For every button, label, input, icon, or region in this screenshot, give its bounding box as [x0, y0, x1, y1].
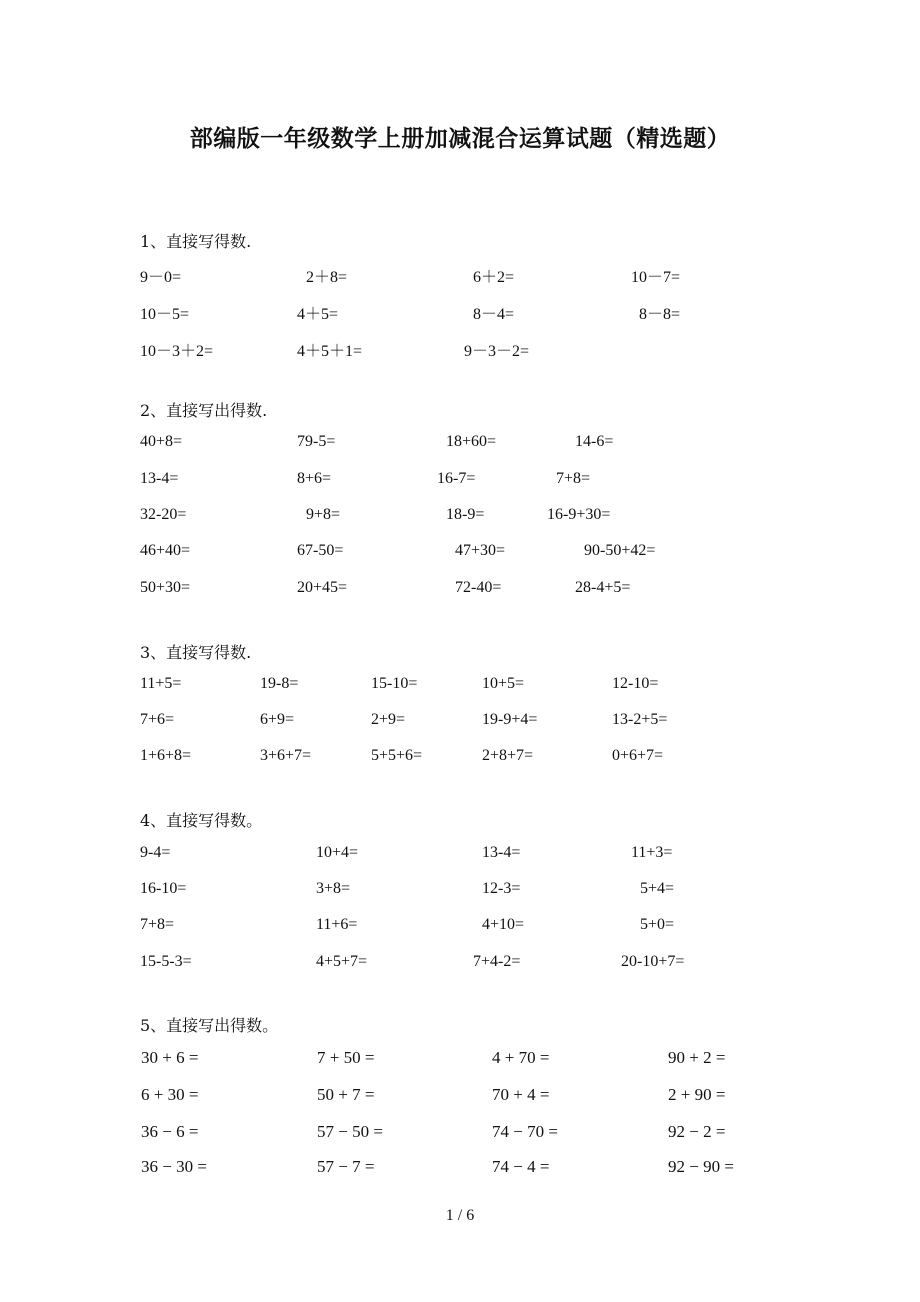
problem: 19-8=	[260, 675, 299, 692]
section-heading: 2、直接写出得数.	[140, 401, 268, 420]
problem: 36 − 30 =	[141, 1157, 207, 1176]
problem: 8+6=	[297, 470, 332, 487]
problem: 10+5=	[482, 675, 525, 692]
problem: 92 − 2 =	[668, 1122, 726, 1141]
section-heading: 4、直接写得数。	[140, 811, 263, 830]
problem: 46+40=	[140, 542, 191, 559]
problem: 74 − 70 =	[492, 1122, 558, 1141]
problem: 57 − 50 =	[317, 1122, 383, 1141]
problem: 18+60=	[446, 433, 497, 450]
problem: 15-10=	[371, 675, 418, 692]
problem: 30 + 6 =	[141, 1048, 199, 1067]
problem: 50+30=	[140, 579, 191, 596]
problem: 70 + 4 =	[492, 1085, 550, 1104]
problem: 36 − 6 =	[141, 1122, 199, 1141]
problem: 20+45=	[297, 579, 348, 596]
problem: 13-2+5=	[612, 711, 668, 728]
problem: 7 + 50 =	[317, 1048, 375, 1067]
problem: 10－7=	[631, 269, 681, 286]
problem: 4+10=	[482, 916, 525, 933]
section-heading: 1、直接写得数.	[140, 232, 252, 251]
problem: 7+8=	[140, 916, 175, 933]
page-number: 1 / 6	[445, 1207, 475, 1224]
problem: 2+9=	[371, 711, 406, 728]
problem: 15-5-3=	[140, 953, 192, 970]
problem: 8－4=	[473, 306, 515, 323]
problem: 9－3－2=	[464, 343, 530, 360]
problem: 0+6+7=	[612, 747, 664, 764]
problem: 9+8=	[306, 506, 341, 523]
problem: 16-9+30=	[547, 506, 611, 523]
problem: 14-6=	[575, 433, 614, 450]
problem: 13-4=	[140, 470, 179, 487]
problem: 32-20=	[140, 506, 187, 523]
problem: 5+0=	[640, 916, 675, 933]
problem: 2+8+7=	[482, 747, 534, 764]
problem: 47+30=	[455, 542, 506, 559]
problem: 11+6=	[316, 916, 358, 933]
problem: 2＋8=	[306, 269, 348, 286]
problem: 28-4+5=	[575, 579, 631, 596]
problem: 90-50+42=	[584, 542, 656, 559]
problem: 7+8=	[556, 470, 591, 487]
problem: 6＋2=	[473, 269, 515, 286]
problem: 5+5+6=	[371, 747, 423, 764]
problem: 10－5=	[140, 306, 190, 323]
problem: 79-5=	[297, 433, 336, 450]
problem: 7+6=	[140, 711, 175, 728]
problem: 1+6+8=	[140, 747, 192, 764]
problem: 9－0=	[140, 269, 182, 286]
problem: 4+5+7=	[316, 953, 368, 970]
problem: 3+6+7=	[260, 747, 312, 764]
problem: 5+4=	[640, 880, 675, 897]
problem: 72-40=	[455, 579, 502, 596]
problem: 8－8=	[639, 306, 681, 323]
problem: 4＋5=	[297, 306, 339, 323]
problem: 9-4=	[140, 844, 171, 861]
problem: 57 − 7 =	[317, 1157, 375, 1176]
section-heading: 5、直接写出得数。	[140, 1016, 279, 1035]
problem: 19-9+4=	[482, 711, 538, 728]
section-heading: 3、直接写得数.	[140, 643, 252, 662]
problem: 12-3=	[482, 880, 521, 897]
problem: 7+4-2=	[473, 953, 521, 970]
problem: 12-10=	[612, 675, 659, 692]
problem: 4 + 70 =	[492, 1048, 550, 1067]
problem: 20-10+7=	[621, 953, 685, 970]
problem: 3+8=	[316, 880, 351, 897]
problem: 4＋5＋1=	[297, 343, 363, 360]
problem: 10+4=	[316, 844, 359, 861]
problem: 92 − 90 =	[668, 1157, 734, 1176]
problem: 11+5=	[140, 675, 182, 692]
problem: 74 − 4 =	[492, 1157, 550, 1176]
problem: 40+8=	[140, 433, 183, 450]
problem: 16-10=	[140, 880, 187, 897]
document-title: 部编版一年级数学上册加减混合运算试题（精选题）	[189, 125, 731, 152]
problem: 90 + 2 =	[668, 1048, 726, 1067]
problem: 67-50=	[297, 542, 344, 559]
problem: 18-9=	[446, 506, 485, 523]
problem: 13-4=	[482, 844, 521, 861]
problem: 11+3=	[631, 844, 673, 861]
problem: 16-7=	[437, 470, 476, 487]
problem: 10－3＋2=	[140, 343, 214, 360]
problem: 6+9=	[260, 711, 295, 728]
problem: 50 + 7 =	[317, 1085, 375, 1104]
problem: 2 + 90 =	[668, 1085, 726, 1104]
problem: 6 + 30 =	[141, 1085, 199, 1104]
